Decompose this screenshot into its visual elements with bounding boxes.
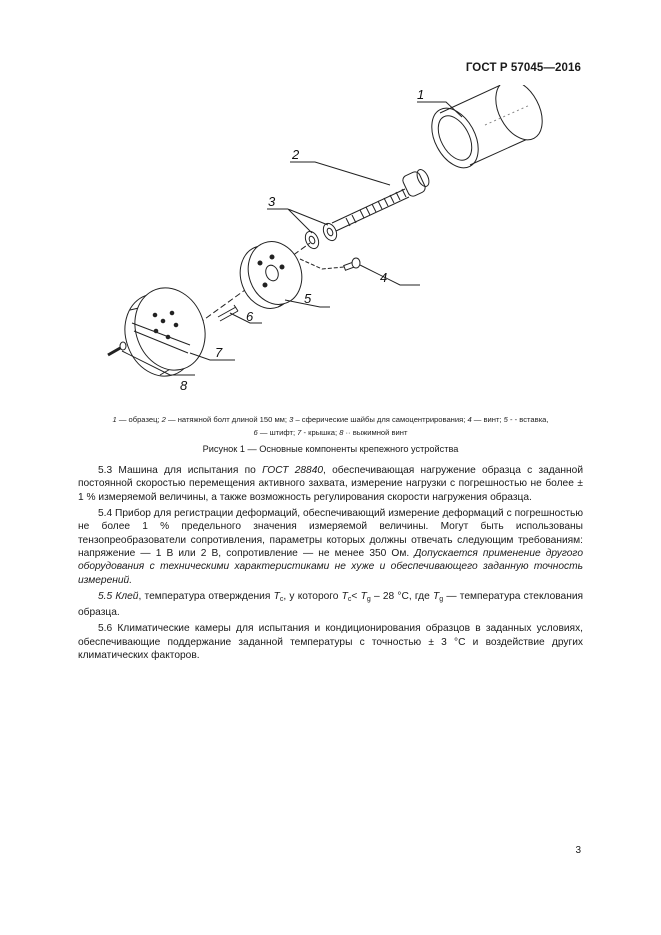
leader-3 — [267, 209, 328, 233]
gost-reference: ГОСТ 28840 — [262, 465, 324, 476]
leader-4 — [360, 265, 420, 285]
callout-7: 7 — [215, 345, 223, 360]
paragraph-5-6: 5.6 Климатические камеры для испытания и кондиционирования образцов в заданных условиях, обеспечивающие поддержание заданной температуры с точностью ± 3 °С и воздействие других климатических факторов. — [78, 623, 583, 662]
page-number: 3 — [575, 845, 581, 856]
callout-5: 5 — [304, 291, 312, 306]
body-text — [78, 464, 583, 665]
callout-2: 2 — [292, 147, 300, 162]
paragraph-5-5: 5.5 Клей, температура отверждения $T_c$, у которого $T_c< T_g - 28$ °С, где $T_g$ — температура стеклования образца. — [78, 590, 584, 619]
figure-legend: 1 — образец; 2 — натяжной болт длиной 150 мм; 3 – сферические шайбы для самоцентрирования; 4 — винт; 5 - - вставка, 6 — штифт; 7 - крышка; 8 ·· выжимной винт — [112, 415, 549, 437]
insert-part-5 — [232, 234, 311, 316]
extraction-screw-part-8 — [108, 342, 126, 355]
tension-bolt-part-2 — [332, 168, 431, 231]
leader-2 — [290, 162, 390, 185]
cover-part-7 — [114, 278, 217, 386]
callout-6: 6 — [246, 309, 254, 324]
callout-8: 8 — [180, 378, 188, 393]
callout-1: 1 — [417, 87, 425, 102]
figure-drawing — [60, 85, 600, 405]
paragraph-5-3: 5.3 Машина для испытания по ГОСТ 28840, обеспечивающая нагружение образца с заданной постоянной скоростью перемещения активного захвата, измерение нагрузки с погрешностью не более ± 1 % измеряемой величины, а также возможность регулирования скорости нагружения образца. — [78, 465, 584, 503]
spherical-washers-part-3 — [303, 221, 339, 250]
fixture-exploded-view — [60, 85, 600, 405]
callout-3: 3 — [268, 194, 276, 209]
paragraph-5-4: 5.4 Прибор для регистрации деформаций, обеспечивающий измерение деформаций с погрешностью не более 1 % предельного значения измеряемой величины. Могут быть использованы тензопреобразователи сопротивления, параметры которых должны отвечать следующим требованиям: напряжение — 1 В или 2 В, сопротивление — не менее 350 Ом. Допускается применение другого оборудования с техническими характеристиками не хуже и обеспечивающего заданную точность измерений. — [78, 507, 583, 586]
standard-code: ГОСТ Р 57045—2016 — [465, 62, 581, 74]
screw-part-4 — [300, 258, 360, 270]
figure-title: Рисунок 1 — Основные компоненты крепежного устройства — [202, 444, 459, 454]
specimen-part-1 — [422, 85, 551, 176]
callout-4: 4 — [380, 270, 388, 285]
